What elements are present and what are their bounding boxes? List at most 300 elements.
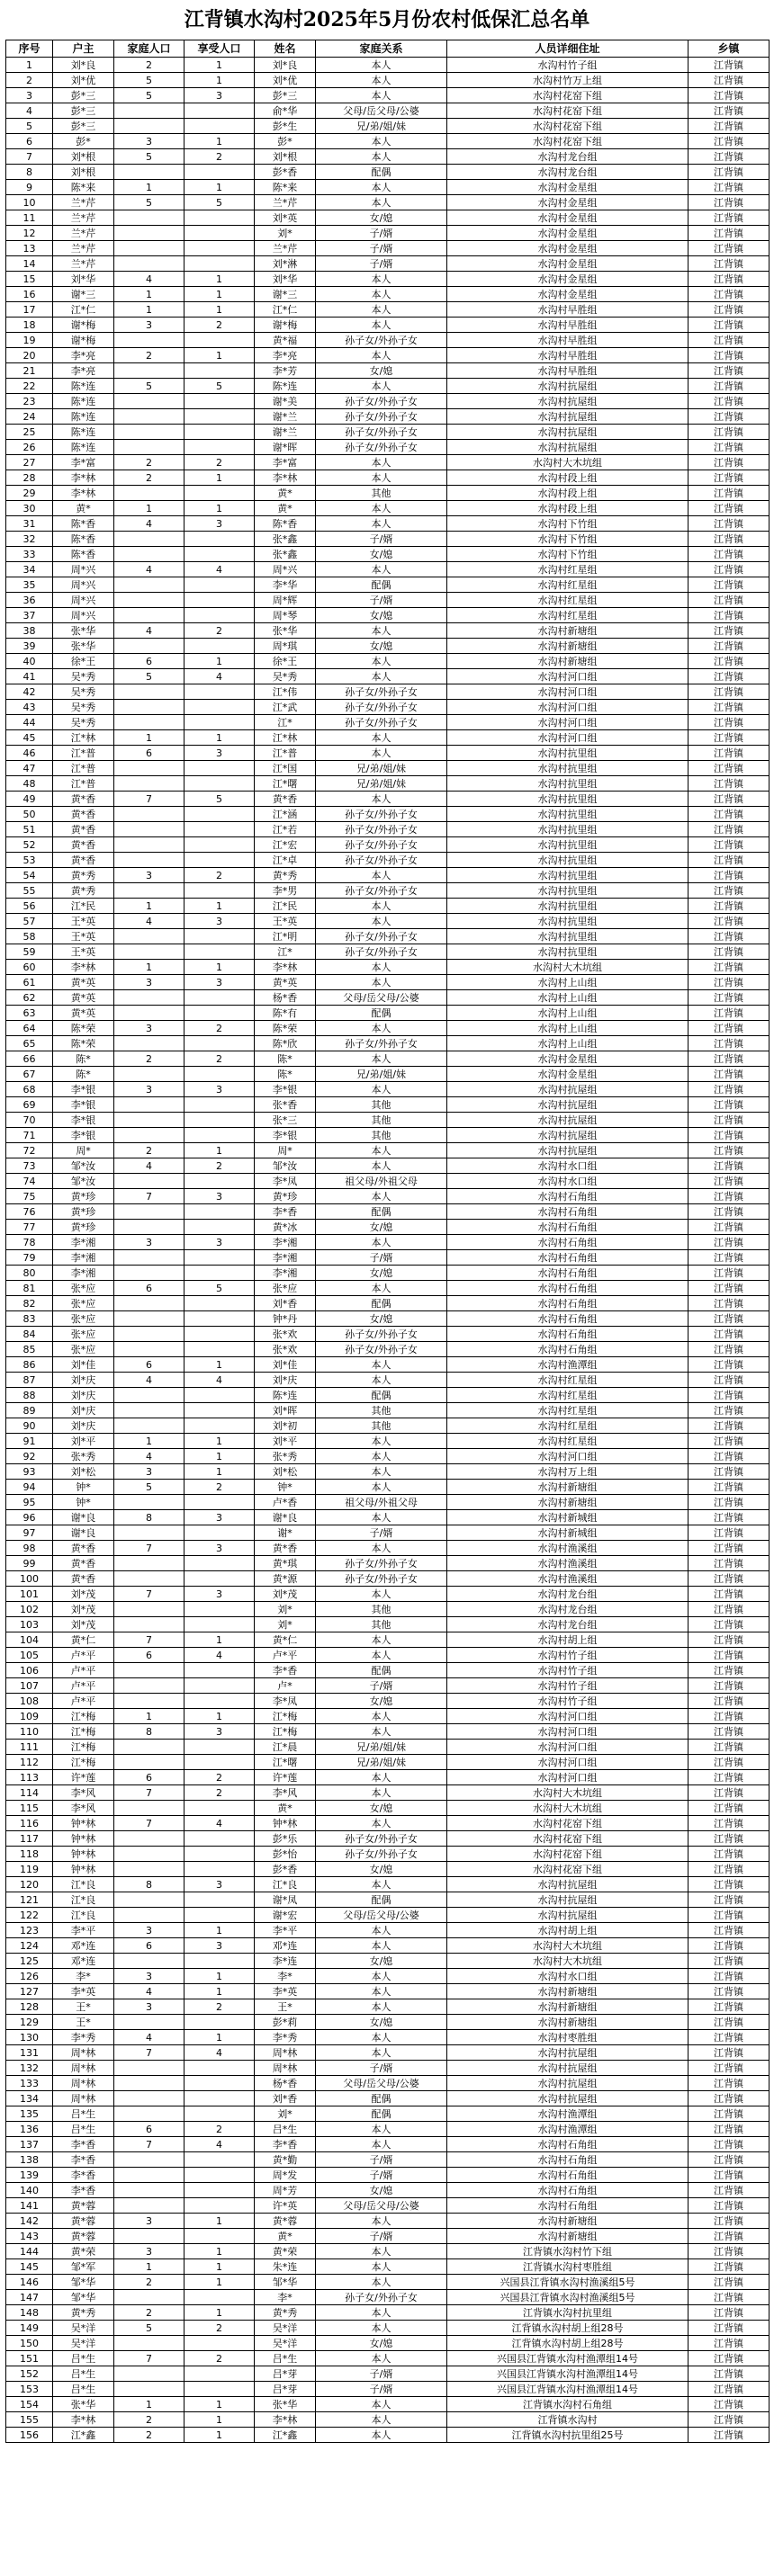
cell-serial-no: 4 — [6, 103, 53, 119]
cell-household-head: 刘*庆 — [53, 1403, 114, 1418]
cell-relation: 配偶 — [316, 577, 447, 593]
cell-household-head: 钟*林 — [53, 1831, 114, 1847]
cell-beneficiary-count: 1 — [184, 1434, 255, 1449]
cell-family-size: 7 — [114, 1587, 184, 1602]
table-row — [6, 1051, 770, 1067]
cell-family-size: 4 — [114, 516, 184, 532]
cell-serial-no: 76 — [6, 1204, 53, 1220]
cell-relation: 孙子女/外孙子女 — [316, 700, 447, 715]
cell-beneficiary-count: 3 — [184, 1235, 255, 1250]
cell-name: 李*英 — [255, 1984, 316, 1999]
table-row — [6, 1250, 770, 1266]
table-row — [6, 409, 770, 425]
table-row — [6, 654, 770, 669]
cell-township: 江背镇 — [688, 2275, 770, 2290]
cell-family-size: 3 — [114, 1082, 184, 1097]
cell-serial-no: 61 — [6, 975, 53, 990]
cell-family-size — [114, 1571, 184, 1587]
cell-relation: 兄/弟/姐/妹 — [316, 119, 447, 134]
cell-relation: 本人 — [316, 1510, 447, 1525]
cell-name: 谢*三 — [255, 287, 316, 302]
cell-name: 江*普 — [255, 746, 316, 761]
cell-serial-no: 147 — [6, 2290, 53, 2305]
cell-township: 江背镇 — [688, 379, 770, 394]
cell-address: 水沟村河口组 — [447, 715, 688, 730]
cell-beneficiary-count: 1 — [184, 899, 255, 914]
cell-name: 兰*芹 — [255, 241, 316, 256]
table-row — [6, 1281, 770, 1296]
cell-household-head: 陈*连 — [53, 440, 114, 455]
cell-beneficiary-count — [184, 363, 255, 379]
cell-address: 水沟村抗屋组 — [447, 394, 688, 409]
cell-family-size — [114, 1113, 184, 1128]
cell-family-size: 7 — [114, 2045, 184, 2061]
cell-serial-no: 112 — [6, 1755, 53, 1770]
cell-household-head: 王*英 — [53, 944, 114, 960]
cell-address: 水沟村上山组 — [447, 975, 688, 990]
cell-family-size — [114, 944, 184, 960]
cell-name: 江*宏 — [255, 837, 316, 853]
cell-beneficiary-count: 1 — [184, 2214, 255, 2229]
cell-township: 江背镇 — [688, 2015, 770, 2030]
header-name: 姓名 — [255, 40, 316, 58]
cell-address: 水沟村抗里组 — [447, 792, 688, 807]
cell-household-head: 李*风 — [53, 1785, 114, 1801]
cell-address: 水沟村渔溪组 — [447, 1556, 688, 1571]
cell-relation: 孙子女/外孙子女 — [316, 822, 447, 837]
cell-beneficiary-count — [184, 1801, 255, 1816]
table-row — [6, 746, 770, 761]
cell-beneficiary-count: 3 — [184, 1541, 255, 1556]
table-row — [6, 1740, 770, 1755]
cell-name: 陈*连 — [255, 379, 316, 394]
table-row — [6, 1617, 770, 1632]
cell-beneficiary-count: 3 — [184, 1587, 255, 1602]
cell-name: 李*林 — [255, 960, 316, 975]
cell-household-head: 吕*生 — [53, 2106, 114, 2122]
cell-address: 水沟村胡上组 — [447, 1923, 688, 1938]
cell-serial-no: 66 — [6, 1051, 53, 1067]
cell-address: 水沟村龙台组 — [447, 165, 688, 180]
cell-household-head: 周*林 — [53, 2045, 114, 2061]
cell-address: 水沟村抗里组 — [447, 868, 688, 883]
table-row — [6, 1999, 770, 2015]
cell-serial-no: 140 — [6, 2183, 53, 2198]
cell-relation: 祖父母/外祖父母 — [316, 1495, 447, 1510]
table-row — [6, 1694, 770, 1709]
cell-household-head: 卢*平 — [53, 1663, 114, 1678]
cell-beneficiary-count — [184, 1862, 255, 1877]
cell-serial-no: 15 — [6, 272, 53, 287]
header-township: 乡镇 — [688, 40, 770, 58]
cell-name: 张*华 — [255, 623, 316, 639]
cell-relation: 本人 — [316, 134, 447, 149]
cell-township: 江背镇 — [688, 1036, 770, 1051]
cell-beneficiary-count: 2 — [184, 1158, 255, 1174]
cell-address: 水沟村抗里组 — [447, 837, 688, 853]
cell-name: 钟* — [255, 1480, 316, 1495]
cell-township: 江背镇 — [688, 1403, 770, 1418]
table-row — [6, 1480, 770, 1495]
cell-name: 谢*凤 — [255, 1892, 316, 1908]
cell-household-head: 陈*香 — [53, 516, 114, 532]
cell-household-head: 黄*香 — [53, 1571, 114, 1587]
cell-address: 水沟村上山组 — [447, 1021, 688, 1036]
cell-serial-no: 80 — [6, 1266, 53, 1281]
cell-beneficiary-count — [184, 1571, 255, 1587]
cell-serial-no: 99 — [6, 1556, 53, 1571]
cell-serial-no: 115 — [6, 1801, 53, 1816]
cell-address: 江背镇水沟村竹下组 — [447, 2244, 688, 2259]
cell-serial-no: 79 — [6, 1250, 53, 1266]
cell-serial-no: 32 — [6, 532, 53, 547]
cell-relation: 孙子女/外孙子女 — [316, 853, 447, 868]
cell-relation: 本人 — [316, 2137, 447, 2152]
cell-serial-no: 58 — [6, 929, 53, 944]
table-row — [6, 547, 770, 562]
cell-family-size — [114, 1495, 184, 1510]
cell-address: 水沟村新塘组 — [447, 1984, 688, 1999]
cell-township: 江背镇 — [688, 1632, 770, 1648]
cell-household-head: 钟* — [53, 1480, 114, 1495]
cell-beneficiary-count: 1 — [184, 1984, 255, 1999]
cell-name: 李*连 — [255, 1954, 316, 1969]
cell-name: 刘*佳 — [255, 1357, 316, 1373]
cell-name: 彭*香 — [255, 165, 316, 180]
cell-name: 朱*连 — [255, 2259, 316, 2275]
cell-beneficiary-count — [184, 226, 255, 241]
table-row — [6, 914, 770, 929]
cell-serial-no: 86 — [6, 1357, 53, 1373]
cell-name: 江*梅 — [255, 1724, 316, 1740]
cell-township: 江背镇 — [688, 440, 770, 455]
table-row — [6, 394, 770, 409]
cell-relation: 其他 — [316, 486, 447, 501]
cell-township: 江背镇 — [688, 425, 770, 440]
cell-beneficiary-count — [184, 1525, 255, 1541]
cell-name: 张*华 — [255, 2397, 316, 2412]
cell-relation: 本人 — [316, 318, 447, 333]
cell-family-size — [114, 2382, 184, 2397]
cell-township: 江背镇 — [688, 272, 770, 287]
cell-township: 江背镇 — [688, 1740, 770, 1755]
cell-serial-no: 41 — [6, 669, 53, 684]
cell-township: 江背镇 — [688, 1220, 770, 1235]
cell-township: 江背镇 — [688, 1021, 770, 1036]
cell-household-head: 谢*良 — [53, 1510, 114, 1525]
cell-serial-no: 8 — [6, 165, 53, 180]
cell-township: 江背镇 — [688, 501, 770, 516]
cell-family-size — [114, 853, 184, 868]
cell-address: 水沟村抗里组 — [447, 899, 688, 914]
cell-address: 水沟村大木坑组 — [447, 1785, 688, 1801]
cell-relation: 本人 — [316, 180, 447, 195]
cell-household-head: 黄*英 — [53, 990, 114, 1006]
cell-family-size: 1 — [114, 287, 184, 302]
cell-family-size — [114, 2168, 184, 2183]
cell-address: 水沟村大木坑组 — [447, 960, 688, 975]
cell-name: 江*曙 — [255, 1755, 316, 1770]
cell-family-size: 2 — [114, 1143, 184, 1158]
cell-serial-no: 98 — [6, 1541, 53, 1556]
cell-relation: 本人 — [316, 1587, 447, 1602]
cell-serial-no: 126 — [6, 1969, 53, 1984]
cell-address: 兴国县江背镇水沟村渔潭组14号 — [447, 2366, 688, 2382]
cell-name: 谢* — [255, 1525, 316, 1541]
header-row — [6, 40, 770, 58]
cell-name: 李*华 — [255, 577, 316, 593]
cell-relation: 本人 — [316, 1632, 447, 1648]
cell-serial-no: 48 — [6, 776, 53, 792]
cell-address: 水沟村抗里组 — [447, 776, 688, 792]
cell-household-head: 邹*汝 — [53, 1158, 114, 1174]
cell-household-head: 邹*军 — [53, 2259, 114, 2275]
cell-township: 江背镇 — [688, 2397, 770, 2412]
cell-address: 水沟村红星组 — [447, 1403, 688, 1418]
cell-household-head: 黄*蓉 — [53, 2214, 114, 2229]
cell-family-size — [114, 1908, 184, 1923]
cell-name: 黄* — [255, 2229, 316, 2244]
cell-township: 江背镇 — [688, 1816, 770, 1831]
cell-township: 江背镇 — [688, 1831, 770, 1847]
table-row — [6, 2015, 770, 2030]
cell-name: 谢*兰 — [255, 409, 316, 425]
cell-family-size: 6 — [114, 1770, 184, 1785]
cell-serial-no: 145 — [6, 2259, 53, 2275]
cell-beneficiary-count — [184, 990, 255, 1006]
table-row — [6, 226, 770, 241]
cell-name: 江*武 — [255, 700, 316, 715]
cell-family-size: 1 — [114, 180, 184, 195]
cell-family-size: 4 — [114, 1373, 184, 1388]
cell-relation: 孙子女/外孙子女 — [316, 1571, 447, 1587]
cell-serial-no: 74 — [6, 1174, 53, 1189]
cell-township: 江背镇 — [688, 1449, 770, 1464]
cell-family-size — [114, 547, 184, 562]
cell-household-head: 邓*连 — [53, 1938, 114, 1954]
cell-name: 黄*秀 — [255, 868, 316, 883]
cell-relation: 孙子女/外孙子女 — [316, 944, 447, 960]
cell-township: 江背镇 — [688, 241, 770, 256]
cell-relation: 配偶 — [316, 1892, 447, 1908]
cell-township: 江背镇 — [688, 914, 770, 929]
table-row — [6, 1449, 770, 1464]
cell-serial-no: 19 — [6, 333, 53, 348]
cell-household-head: 吕*生 — [53, 2366, 114, 2382]
cell-address: 水沟村金星组 — [447, 256, 688, 272]
cell-household-head: 兰*芹 — [53, 256, 114, 272]
cell-township: 江背镇 — [688, 639, 770, 654]
cell-household-head: 江*良 — [53, 1877, 114, 1892]
cell-name: 钟*丹 — [255, 1311, 316, 1327]
table-row — [6, 1556, 770, 1571]
cell-township: 江背镇 — [688, 669, 770, 684]
cell-household-head: 黄*秀 — [53, 883, 114, 899]
cell-household-head: 陈*来 — [53, 180, 114, 195]
cell-family-size: 4 — [114, 623, 184, 639]
table-row — [6, 2428, 770, 2443]
cell-township: 江背镇 — [688, 1266, 770, 1281]
table-row — [6, 1801, 770, 1816]
cell-household-head: 陈*香 — [53, 532, 114, 547]
cell-relation: 孙子女/外孙子女 — [316, 1847, 447, 1862]
cell-township: 江背镇 — [688, 1678, 770, 1694]
cell-relation: 本人 — [316, 1373, 447, 1388]
cell-name: 张*鑫 — [255, 532, 316, 547]
cell-serial-no: 92 — [6, 1449, 53, 1464]
cell-township: 江背镇 — [688, 1908, 770, 1923]
cell-address: 水沟村竹万上组 — [447, 73, 688, 88]
cell-address: 水沟村渔溪组 — [447, 1541, 688, 1556]
cell-township: 江背镇 — [688, 195, 770, 210]
cell-beneficiary-count — [184, 165, 255, 180]
cell-household-head: 张*应 — [53, 1311, 114, 1327]
cell-name: 邹*汝 — [255, 1158, 316, 1174]
cell-serial-no: 44 — [6, 715, 53, 730]
cell-relation: 本人 — [316, 623, 447, 639]
cell-address: 水沟村抗里组 — [447, 853, 688, 868]
cell-name: 邹*华 — [255, 2275, 316, 2290]
cell-household-head: 卢*平 — [53, 1678, 114, 1694]
table-row — [6, 2106, 770, 2122]
cell-address: 水沟村金星组 — [447, 180, 688, 195]
cell-household-head: 江*梅 — [53, 1740, 114, 1755]
cell-family-size: 7 — [114, 792, 184, 807]
cell-address: 水沟村龙台组 — [447, 1602, 688, 1617]
table-row — [6, 1311, 770, 1327]
cell-name: 吕*生 — [255, 2122, 316, 2137]
cell-township: 江背镇 — [688, 532, 770, 547]
cell-beneficiary-count — [184, 1694, 255, 1709]
table-row — [6, 119, 770, 134]
cell-serial-no: 65 — [6, 1036, 53, 1051]
cell-address: 水沟村花窑下组 — [447, 88, 688, 103]
table-row — [6, 1877, 770, 1892]
cell-serial-no: 116 — [6, 1816, 53, 1831]
cell-beneficiary-count: 3 — [184, 746, 255, 761]
table-row — [6, 639, 770, 654]
cell-name: 江*鑫 — [255, 2428, 316, 2443]
cell-family-size — [114, 2229, 184, 2244]
cell-name: 徐*王 — [255, 654, 316, 669]
cell-relation: 本人 — [316, 1923, 447, 1938]
cell-relation: 本人 — [316, 501, 447, 516]
cell-address: 水沟村新塘组 — [447, 2214, 688, 2229]
cell-township: 江背镇 — [688, 2198, 770, 2214]
cell-family-size: 5 — [114, 149, 184, 165]
cell-family-size: 3 — [114, 318, 184, 333]
cell-township: 江背镇 — [688, 2152, 770, 2168]
cell-family-size — [114, 715, 184, 730]
cell-name: 彭*莉 — [255, 2015, 316, 2030]
cell-family-size — [114, 2106, 184, 2122]
cell-beneficiary-count: 3 — [184, 1724, 255, 1740]
cell-serial-no: 110 — [6, 1724, 53, 1740]
cell-relation: 本人 — [316, 2244, 447, 2259]
cell-household-head: 黄*珍 — [53, 1189, 114, 1204]
cell-serial-no: 89 — [6, 1403, 53, 1418]
cell-family-size: 4 — [114, 914, 184, 929]
cell-address: 江背镇水沟村枣胜组 — [447, 2259, 688, 2275]
cell-serial-no: 56 — [6, 899, 53, 914]
table-row — [6, 1525, 770, 1541]
cell-serial-no: 49 — [6, 792, 53, 807]
table-row — [6, 761, 770, 776]
cell-beneficiary-count: 5 — [184, 195, 255, 210]
cell-serial-no: 121 — [6, 1892, 53, 1908]
cell-address: 水沟村红星组 — [447, 608, 688, 623]
cell-township: 江背镇 — [688, 1571, 770, 1587]
cell-family-size — [114, 1067, 184, 1082]
table-row — [6, 516, 770, 532]
cell-household-head: 邹*华 — [53, 2290, 114, 2305]
cell-name: 陈*来 — [255, 180, 316, 195]
cell-family-size — [114, 2336, 184, 2351]
cell-address: 兴国县江背镇水沟村渔溪组5号 — [447, 2275, 688, 2290]
cell-family-size — [114, 2183, 184, 2198]
table-row — [6, 2397, 770, 2412]
table-row — [6, 134, 770, 149]
cell-household-head: 李*香 — [53, 2183, 114, 2198]
cell-township: 江背镇 — [688, 287, 770, 302]
cell-family-size — [114, 1694, 184, 1709]
cell-address: 水沟村早胜组 — [447, 302, 688, 318]
cell-serial-no: 10 — [6, 195, 53, 210]
cell-address: 江背镇水沟村抗里组25号 — [447, 2428, 688, 2443]
cell-beneficiary-count — [184, 486, 255, 501]
cell-family-size — [114, 700, 184, 715]
cell-beneficiary-count — [184, 1602, 255, 1617]
table-row — [6, 195, 770, 210]
cell-name: 吕*生 — [255, 2351, 316, 2366]
cell-serial-no: 11 — [6, 210, 53, 226]
table-row — [6, 287, 770, 302]
cell-relation: 父母/岳父母/公婆 — [316, 2198, 447, 2214]
cell-address: 水沟村金星组 — [447, 272, 688, 287]
table-row — [6, 425, 770, 440]
cell-family-size — [114, 2091, 184, 2106]
cell-address: 水沟村枣胜组 — [447, 2030, 688, 2045]
cell-township: 江背镇 — [688, 486, 770, 501]
cell-family-size — [114, 1525, 184, 1541]
cell-address: 水沟村抗屋组 — [447, 1908, 688, 1923]
cell-serial-no: 156 — [6, 2428, 53, 2443]
cell-address: 水沟村抗里组 — [447, 929, 688, 944]
cell-serial-no: 7 — [6, 149, 53, 165]
cell-beneficiary-count — [184, 2076, 255, 2091]
cell-household-head: 吕*生 — [53, 2122, 114, 2137]
cell-family-size — [114, 1847, 184, 1862]
cell-township: 江背镇 — [688, 1801, 770, 1816]
cell-address: 水沟村河口组 — [447, 700, 688, 715]
cell-name: 谢*美 — [255, 394, 316, 409]
table-row — [6, 853, 770, 868]
cell-serial-no: 52 — [6, 837, 53, 853]
cell-relation: 孙子女/外孙子女 — [316, 2290, 447, 2305]
cell-name: 李*芳 — [255, 363, 316, 379]
cell-beneficiary-count — [184, 394, 255, 409]
cell-relation: 女/媳 — [316, 1954, 447, 1969]
cell-household-head: 王*英 — [53, 914, 114, 929]
cell-township: 江背镇 — [688, 2137, 770, 2152]
cell-name: 李*凤 — [255, 1694, 316, 1709]
cell-serial-no: 16 — [6, 287, 53, 302]
cell-township: 江背镇 — [688, 1999, 770, 2015]
cell-name: 刘*良 — [255, 58, 316, 73]
cell-household-head: 江*良 — [53, 1892, 114, 1908]
cell-family-size: 8 — [114, 1724, 184, 1740]
table-row — [6, 593, 770, 608]
